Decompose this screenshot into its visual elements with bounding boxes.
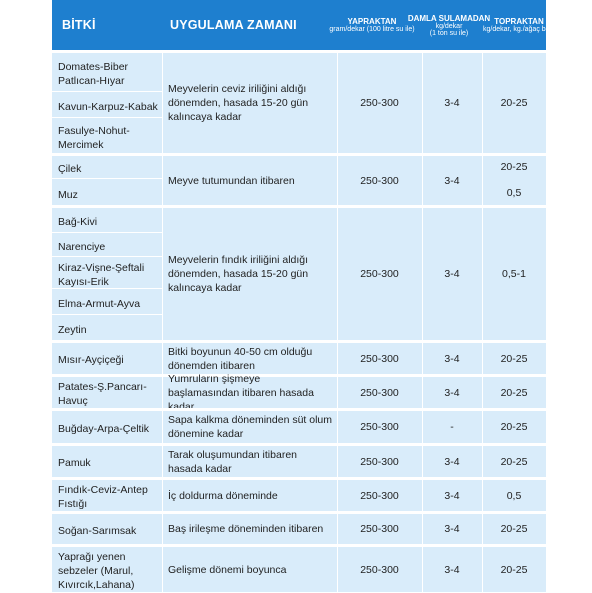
crop-separator [52,91,162,92]
crop-separator [52,117,162,118]
header-foliar-title: YAPRAKTAN [347,17,397,26]
header-soil-title: TOPRAKTAN [494,17,544,26]
crop-name: Kavun-Karpuz-Kabak [58,101,158,113]
header-soil [483,0,555,50]
table-row [52,372,546,413]
application-timing: Yumruların şişmeye başlamasından itibaren hasada kadar [168,372,314,413]
header-crop: BİTKİ [62,18,96,32]
drip-dose: 3-4 [444,174,460,187]
crop-name: Pamuk [58,457,91,469]
application-timing: Meyve tutumundan itibaren [168,174,295,187]
crop-name: Soğan-Sarımsak [58,524,137,537]
drip-dose: 3-4 [444,97,460,109]
fertilizer-table [52,0,555,592]
crop-separator [52,178,162,179]
table-row [52,153,546,205]
soil-dose: 0,5-1 [502,268,526,280]
crop-name: Fasulye-Nohut-Mercimek [58,125,130,151]
table-row [52,477,546,511]
header-drip-sub2: (1 ton su ile) [429,29,469,37]
header-foliar [329,0,415,50]
table-row [52,544,546,592]
soil-dose: 20-25 [500,421,528,433]
drip-dose: 3-4 [444,523,460,535]
table-row [52,408,546,443]
crop-name: Fındık-Ceviz-Antep Fıstığı [58,484,148,510]
table-row [52,443,546,477]
application-timing: Meyvelerin ceviz iriliğini aldığı dönemden, hasada 15-20 gün kalıncaya kadar [168,83,309,123]
header-drip [406,0,492,50]
drip-dose: 3-4 [444,268,460,280]
header-soil-sub: kg/dekar, kg./ağaç başı [483,26,555,33]
crop-name: Kiraz-Vişne-Şeftali Kayısı-Erik [58,262,145,288]
crop-name: Bağ-Kivi [58,215,98,228]
crop-separator [52,314,162,315]
header-foliar-sub: gram/dekar (100 litre su ile) [329,26,415,33]
foliar-dose: 250-300 [360,489,399,502]
soil-dose: 20-25 [500,455,528,468]
soil-dose: 20-25 [500,352,528,365]
crop-name: Domates-Biber Patlıcan-Hıyar [58,60,129,87]
soil-dose: 20-25 [500,386,528,399]
drip-dose: 3-4 [444,352,460,365]
crop-name: Yaprağı yenen sebzeler (Marul, Kıvırcık,Lahana) [58,551,135,591]
crop-name: Mısır-Ayçiçeği [58,354,124,366]
foliar-dose: 250-300 [360,352,399,365]
soil-dose: 20-25 [500,161,528,173]
foliar-dose: 250-300 [360,455,399,468]
soil-dose: 20-25 [500,523,528,535]
table-row [52,205,546,340]
foliar-dose: 250-300 [360,174,399,187]
crop-separator [52,256,162,257]
application-timing: İç doldurma döneminde [168,489,278,502]
table-header [52,0,555,50]
crop-name: Zeytin [58,324,87,336]
soil-dose: 0,5 [506,489,522,502]
drip-dose: 3-4 [444,563,460,576]
crop-name: Çilek [58,162,82,175]
drip-dose: 3-4 [444,489,460,502]
crop-name: Elma-Armut-Ayva [58,298,141,310]
foliar-dose: 250-300 [360,97,399,109]
drip-dose: 3-4 [444,455,460,468]
application-timing: Meyvelerin fındık iriliğini aldığı dönemden, hasada 15-20 gün kalıncaya kadar [168,254,309,294]
crop-name: Narenciye [58,241,106,253]
application-timing: Bitki boyunun 40-50 cm olduğu dönemden itibaren [168,345,313,372]
application-timing: Baş irileşme döneminden itibaren [168,523,324,535]
crop-name: Buğday-Arpa-Çeltik [58,422,150,435]
foliar-dose: 250-300 [360,421,399,433]
application-timing: Sapa kalkma döneminden süt olum dönemine kadar [168,414,333,440]
foliar-dose: 250-300 [360,523,399,535]
soil-dose: 0,5 [506,187,522,199]
soil-dose: 20-25 [500,97,528,109]
foliar-dose: 250-300 [360,268,399,280]
header-timing: UYGULAMA ZAMANI [170,18,297,32]
table-row [52,50,546,153]
table-row [52,511,546,544]
foliar-dose: 250-300 [360,563,399,576]
drip-dose: 3-4 [444,386,460,399]
crop-name: Patates-Ş.Pancarı-Havuç [58,381,147,407]
header-drip-title: DAMLA SULAMADAN [407,13,491,23]
foliar-dose: 250-300 [360,386,399,399]
header-drip-sub1: kg/dekar [435,22,463,30]
drip-dose: - [450,421,454,433]
application-timing: Tarak oluşumundan itibaren hasada kadar [168,448,297,475]
application-timing: Gelişme dönemi boyunca [168,563,287,576]
crop-name: Muz [58,188,78,201]
crop-separator [52,288,162,289]
crop-separator [52,232,162,233]
soil-dose: 20-25 [500,563,528,576]
table-row [52,340,546,374]
